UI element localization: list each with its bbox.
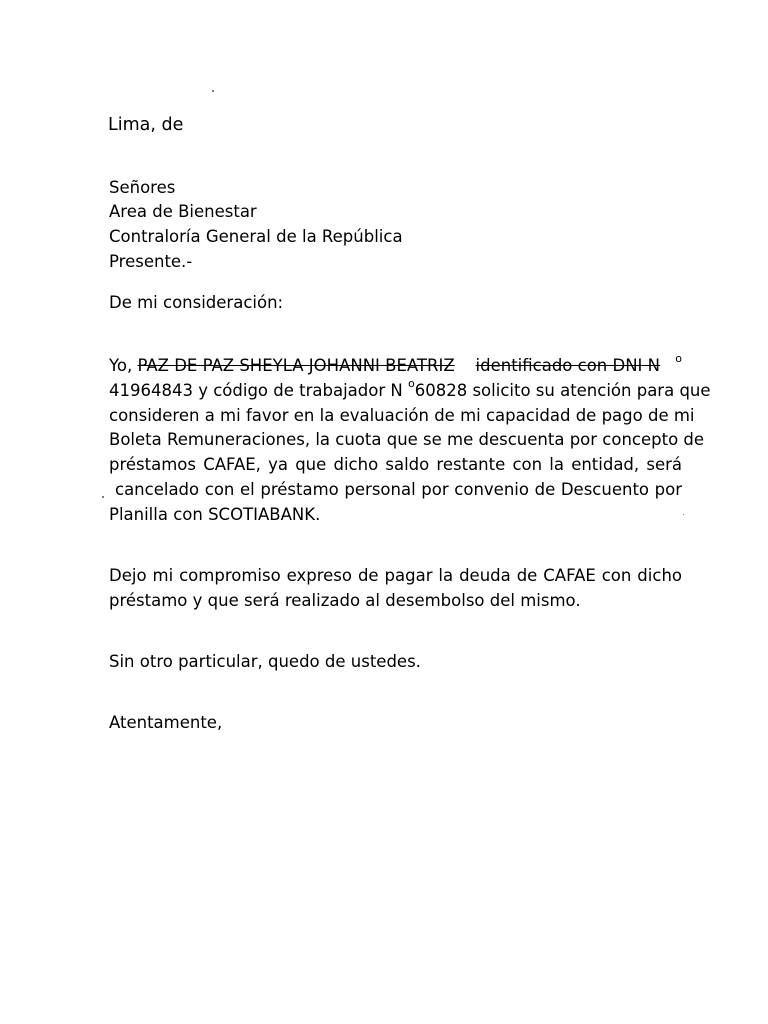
- body-yo: Yo,: [109, 356, 133, 375]
- greeting: De mi consideración:: [109, 293, 284, 312]
- body-line-2: [109, 376, 711, 404]
- recipient-line-2: Area de Bienestar: [109, 202, 257, 221]
- closing-line: Sin otro particular, quedo de ustedes.: [109, 652, 421, 671]
- signoff: Atentamente,: [109, 713, 223, 732]
- recipient-line-1: Señores: [109, 178, 176, 197]
- recipient-line-4: Presente.-: [109, 252, 193, 271]
- body-line-6: [109, 478, 682, 503]
- commitment-line-1: Dejo mi compromiso expreso de pagar la deuda de CAFAE con dicho: [109, 566, 682, 585]
- scan-speck: [212, 90, 214, 92]
- body-line-4: Boleta Remuneraciones, la cuota que se me descuenta por concepto de: [109, 430, 705, 450]
- city-date: Lima, de: [108, 115, 184, 135]
- scan-speck: [102, 496, 104, 498]
- body-line-1: [109, 354, 682, 379]
- body-paragraph: [109, 352, 711, 528]
- identificado-text: identificado con DNI N: [475, 356, 661, 375]
- body-line-5: préstamos CAFAE, ya que dicho saldo restante con la entidad, será: [109, 455, 682, 475]
- body-line-6-text: cancelado con el préstamo personal por convenio de Descuento por: [115, 479, 682, 499]
- body-line-3: consideren a mi favor en la evaluación de mi capacidad de pago de mi: [109, 405, 695, 425]
- recipient-line-3: Contraloría General de la República: [109, 227, 403, 246]
- commitment-paragraph: [109, 564, 682, 614]
- commitment-line-2: préstamo y que será realizado al desembolso del mismo.: [109, 590, 581, 610]
- degree-symbol: o: [675, 352, 682, 365]
- employee-name: PAZ DE PAZ SHEYLA JOHANNI BEATRIZ: [137, 356, 455, 375]
- dni-text: 41964843 y código de trabajador N: [109, 380, 403, 400]
- degree-symbol: o: [407, 376, 415, 390]
- codigo-text: 60828 solicito su atención para que: [414, 380, 711, 400]
- body-line-7: Planilla con SCOTIABANK.: [109, 504, 321, 524]
- scan-speck: [683, 514, 684, 515]
